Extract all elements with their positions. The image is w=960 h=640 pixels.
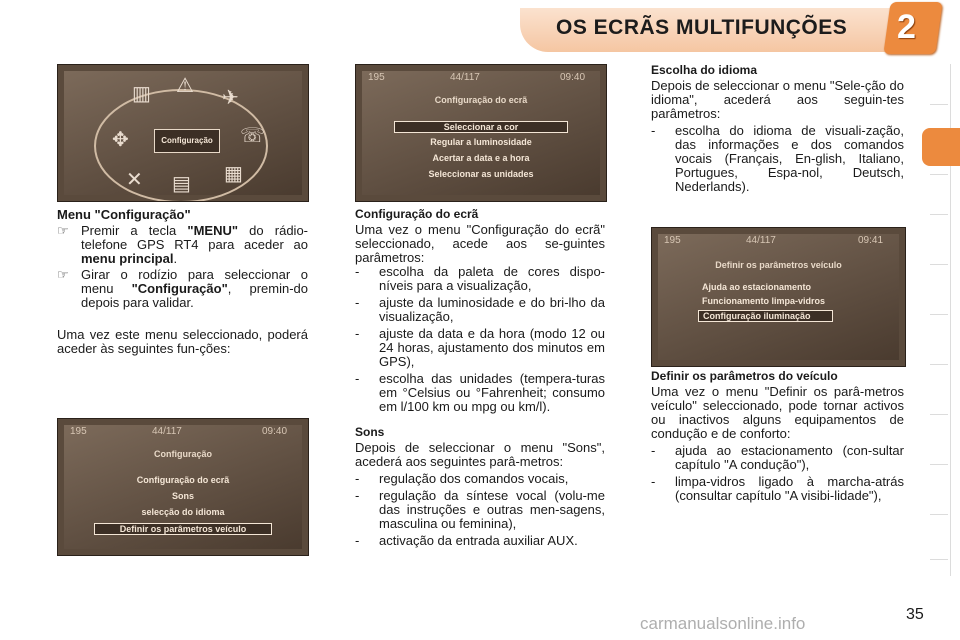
rail-tick (930, 264, 948, 265)
watermark: carmanualsonline.info (640, 614, 806, 633)
screen-menu-title: Definir os parâmetros veículo (715, 260, 842, 270)
books-icon: ▥ (132, 83, 151, 105)
screen-status-bar (658, 234, 899, 248)
dash-list-item (651, 124, 904, 194)
menu-screen-image (57, 64, 309, 202)
bullet-text: Girar o rodízio para seleccionar o menu (81, 267, 308, 296)
dash-list-item (355, 296, 605, 324)
config-screen-image (57, 418, 309, 556)
phone-icon: ☏ (240, 125, 266, 147)
bullet-text: , premin-do depois para validar. (81, 281, 308, 310)
dash-marker: - (355, 326, 360, 341)
dash-marker: - (355, 471, 360, 486)
dash-list-item (651, 444, 904, 472)
section-heading: Configuração do ecrã (355, 207, 479, 221)
status-frequency: 195 (664, 235, 681, 246)
rail-tick (930, 514, 948, 515)
dash-marker: - (355, 488, 360, 503)
dash-list-item (355, 327, 605, 369)
status-time: 09:40 (262, 426, 288, 437)
list-text: escolha da paleta de cores dispo-níveis para a visualização, (379, 264, 605, 293)
dash-list-item (355, 489, 605, 531)
status-track: 44/117 (746, 235, 776, 246)
dash-marker: - (651, 474, 656, 489)
screen-status-bar (64, 425, 302, 439)
list-text: ajuda ao estacionamento (con-sultar capítulo "A condução"), (675, 443, 904, 472)
screen-menu-item: Ajuda ao estacionamento (702, 282, 812, 292)
pointing-hand-icon: ☞ (57, 223, 69, 238)
list-text: regulação dos comandos vocais, (379, 471, 569, 486)
paragraph: Depois de seleccionar o menu "Sons", acederá aos seguintes parâ-metros: (355, 440, 605, 469)
list-text: limpa-vidros ligado à marcha-atrás (consultar capítulo "A visibi-lidade"), (675, 474, 904, 503)
screen-menu-item: Acertar a data e a hora (432, 153, 530, 163)
screen-display (64, 71, 302, 195)
screen-display (362, 71, 600, 195)
media-icon: ▦ (224, 163, 243, 185)
column-2 (355, 207, 605, 548)
screen-menu-item: Funcionamento limpa-vidros (702, 296, 826, 306)
vehicle-params-screen-image (651, 227, 906, 367)
dash-list-item (355, 372, 605, 414)
rail-tick (930, 464, 948, 465)
paragraph: Depois de seleccionar o menu "Sele-ção do idioma", acederá aos seguin-tes parâmetros: (651, 78, 904, 121)
chapter-tab-active[interactable] (922, 128, 960, 166)
radio-icon: ▤ (172, 173, 191, 195)
dash-list-item (355, 265, 605, 293)
screen-display (64, 425, 302, 549)
paragraph: Uma vez o menu "Configuração do ecrã" seleccionado, acede aos se-guintes parâmetros: (355, 222, 605, 265)
display-config-screen-image (355, 64, 607, 202)
dash-marker: - (651, 443, 656, 458)
screen-menu-item: Sons (171, 491, 194, 501)
rail-tick (930, 364, 948, 365)
screen-menu-item: Seleccionar a cor (394, 121, 568, 133)
rail-tick (930, 174, 948, 175)
screen-menu-title: Configuração do ecrã (434, 95, 528, 105)
status-time: 09:40 (560, 72, 586, 83)
section-heading: Definir os parâmetros do veículo (651, 369, 838, 383)
page-number: 35 (906, 606, 924, 623)
screen-status-bar (362, 71, 600, 85)
list-text: ajuste da luminosidade e do bri-lho da visualização, (379, 295, 605, 324)
list-text: activação da entrada auxiliar AUX. (379, 533, 578, 548)
screen-menu-item: Seleccionar as unidades (428, 169, 534, 179)
status-frequency: 195 (70, 426, 87, 437)
paragraph: Uma vez este menu seleccionado, poderá aceder às seguintes fun-ções: (57, 327, 308, 356)
bullet-text-bold: "Configuração" (131, 281, 228, 296)
screen-menu-item: Regular a luminosidade (430, 137, 532, 147)
bullet-text-bold: "MENU" (187, 223, 239, 238)
tools-icon: ✕ (126, 169, 143, 191)
rail-tick (930, 414, 948, 415)
rail-tick (930, 314, 948, 315)
status-frequency: 195 (368, 72, 385, 83)
pointing-hand-icon: ☞ (57, 267, 69, 282)
dash-marker: - (355, 264, 360, 279)
dash-list-item (355, 472, 605, 486)
list-text: escolha das unidades (tempera-turas em °Celsius ou °Fahrenheit; consumo em l/100 km ou mpg ou km/l). (379, 371, 605, 414)
status-track: 44/117 (152, 426, 182, 437)
chapter-number: 2 (897, 8, 916, 46)
dash-marker: - (355, 371, 360, 386)
bullet-item (57, 224, 308, 266)
bullet-text: . (173, 251, 178, 266)
bullet-text-bold: menu principal (81, 251, 174, 266)
bullet-text: Premir a tecla (81, 223, 188, 238)
dash-marker: - (355, 295, 360, 310)
paragraph: Uma vez o menu "Definir os parâ-metros veículo" seleccionado, pode tornar activos ou inactivos alguns equipamentos de condução e de conforto: (651, 384, 904, 441)
screen-menu-item: selecção do idioma (141, 507, 225, 517)
dash-marker: - (651, 123, 656, 138)
dash-list-item (355, 534, 605, 548)
section-heading: Sons (355, 425, 385, 439)
status-time: 09:41 (858, 235, 884, 246)
rail-tick (930, 559, 948, 560)
column-3-top (651, 63, 904, 194)
column-3-bottom (651, 369, 904, 503)
bullet-item (57, 268, 308, 310)
section-heading: Menu "Configuração" (57, 207, 191, 222)
warning-icon: ⚠ (176, 75, 194, 97)
status-track: 44/117 (450, 72, 480, 83)
satellite-icon: ✈ (222, 87, 239, 109)
list-text: ajuste da data e da hora (modo 12 ou 24 horas, ajustamento dos minutos em GPS), (379, 326, 605, 369)
screen-menu-item: Configuração do ecrã (136, 475, 230, 485)
screen-display (658, 234, 899, 360)
list-text: escolha do idioma de visuali-zação, das informações e dos comandos vocais (Français, En-glish, Italiano, Portugues, Espa-nol, Deutsch, Nederlands). (675, 123, 904, 194)
rail-tick (930, 214, 948, 215)
list-text: regulação da síntese vocal (volu-me das instruções e outras men-sagens, masculina ou feminina), (379, 488, 605, 531)
bullet-text: do rádio-telefone GPS RT4 para aceder ao (81, 223, 308, 252)
dash-marker: - (355, 533, 360, 548)
dash-list-item (651, 475, 904, 503)
screen-menu-title: Configuração (153, 449, 212, 459)
column-1 (57, 208, 308, 356)
section-heading: Escolha do idioma (651, 63, 758, 77)
navigation-icon: ✥ (112, 129, 129, 151)
menu-selected-item: Configuração (154, 129, 220, 153)
page-title: OS ECRÃS MULTIFUNÇÕES (556, 16, 848, 39)
screen-menu-item: Definir os parâmetros veículo (94, 523, 272, 535)
rail-tick (930, 104, 948, 105)
screen-menu-item: Configuração iluminação (698, 310, 833, 322)
